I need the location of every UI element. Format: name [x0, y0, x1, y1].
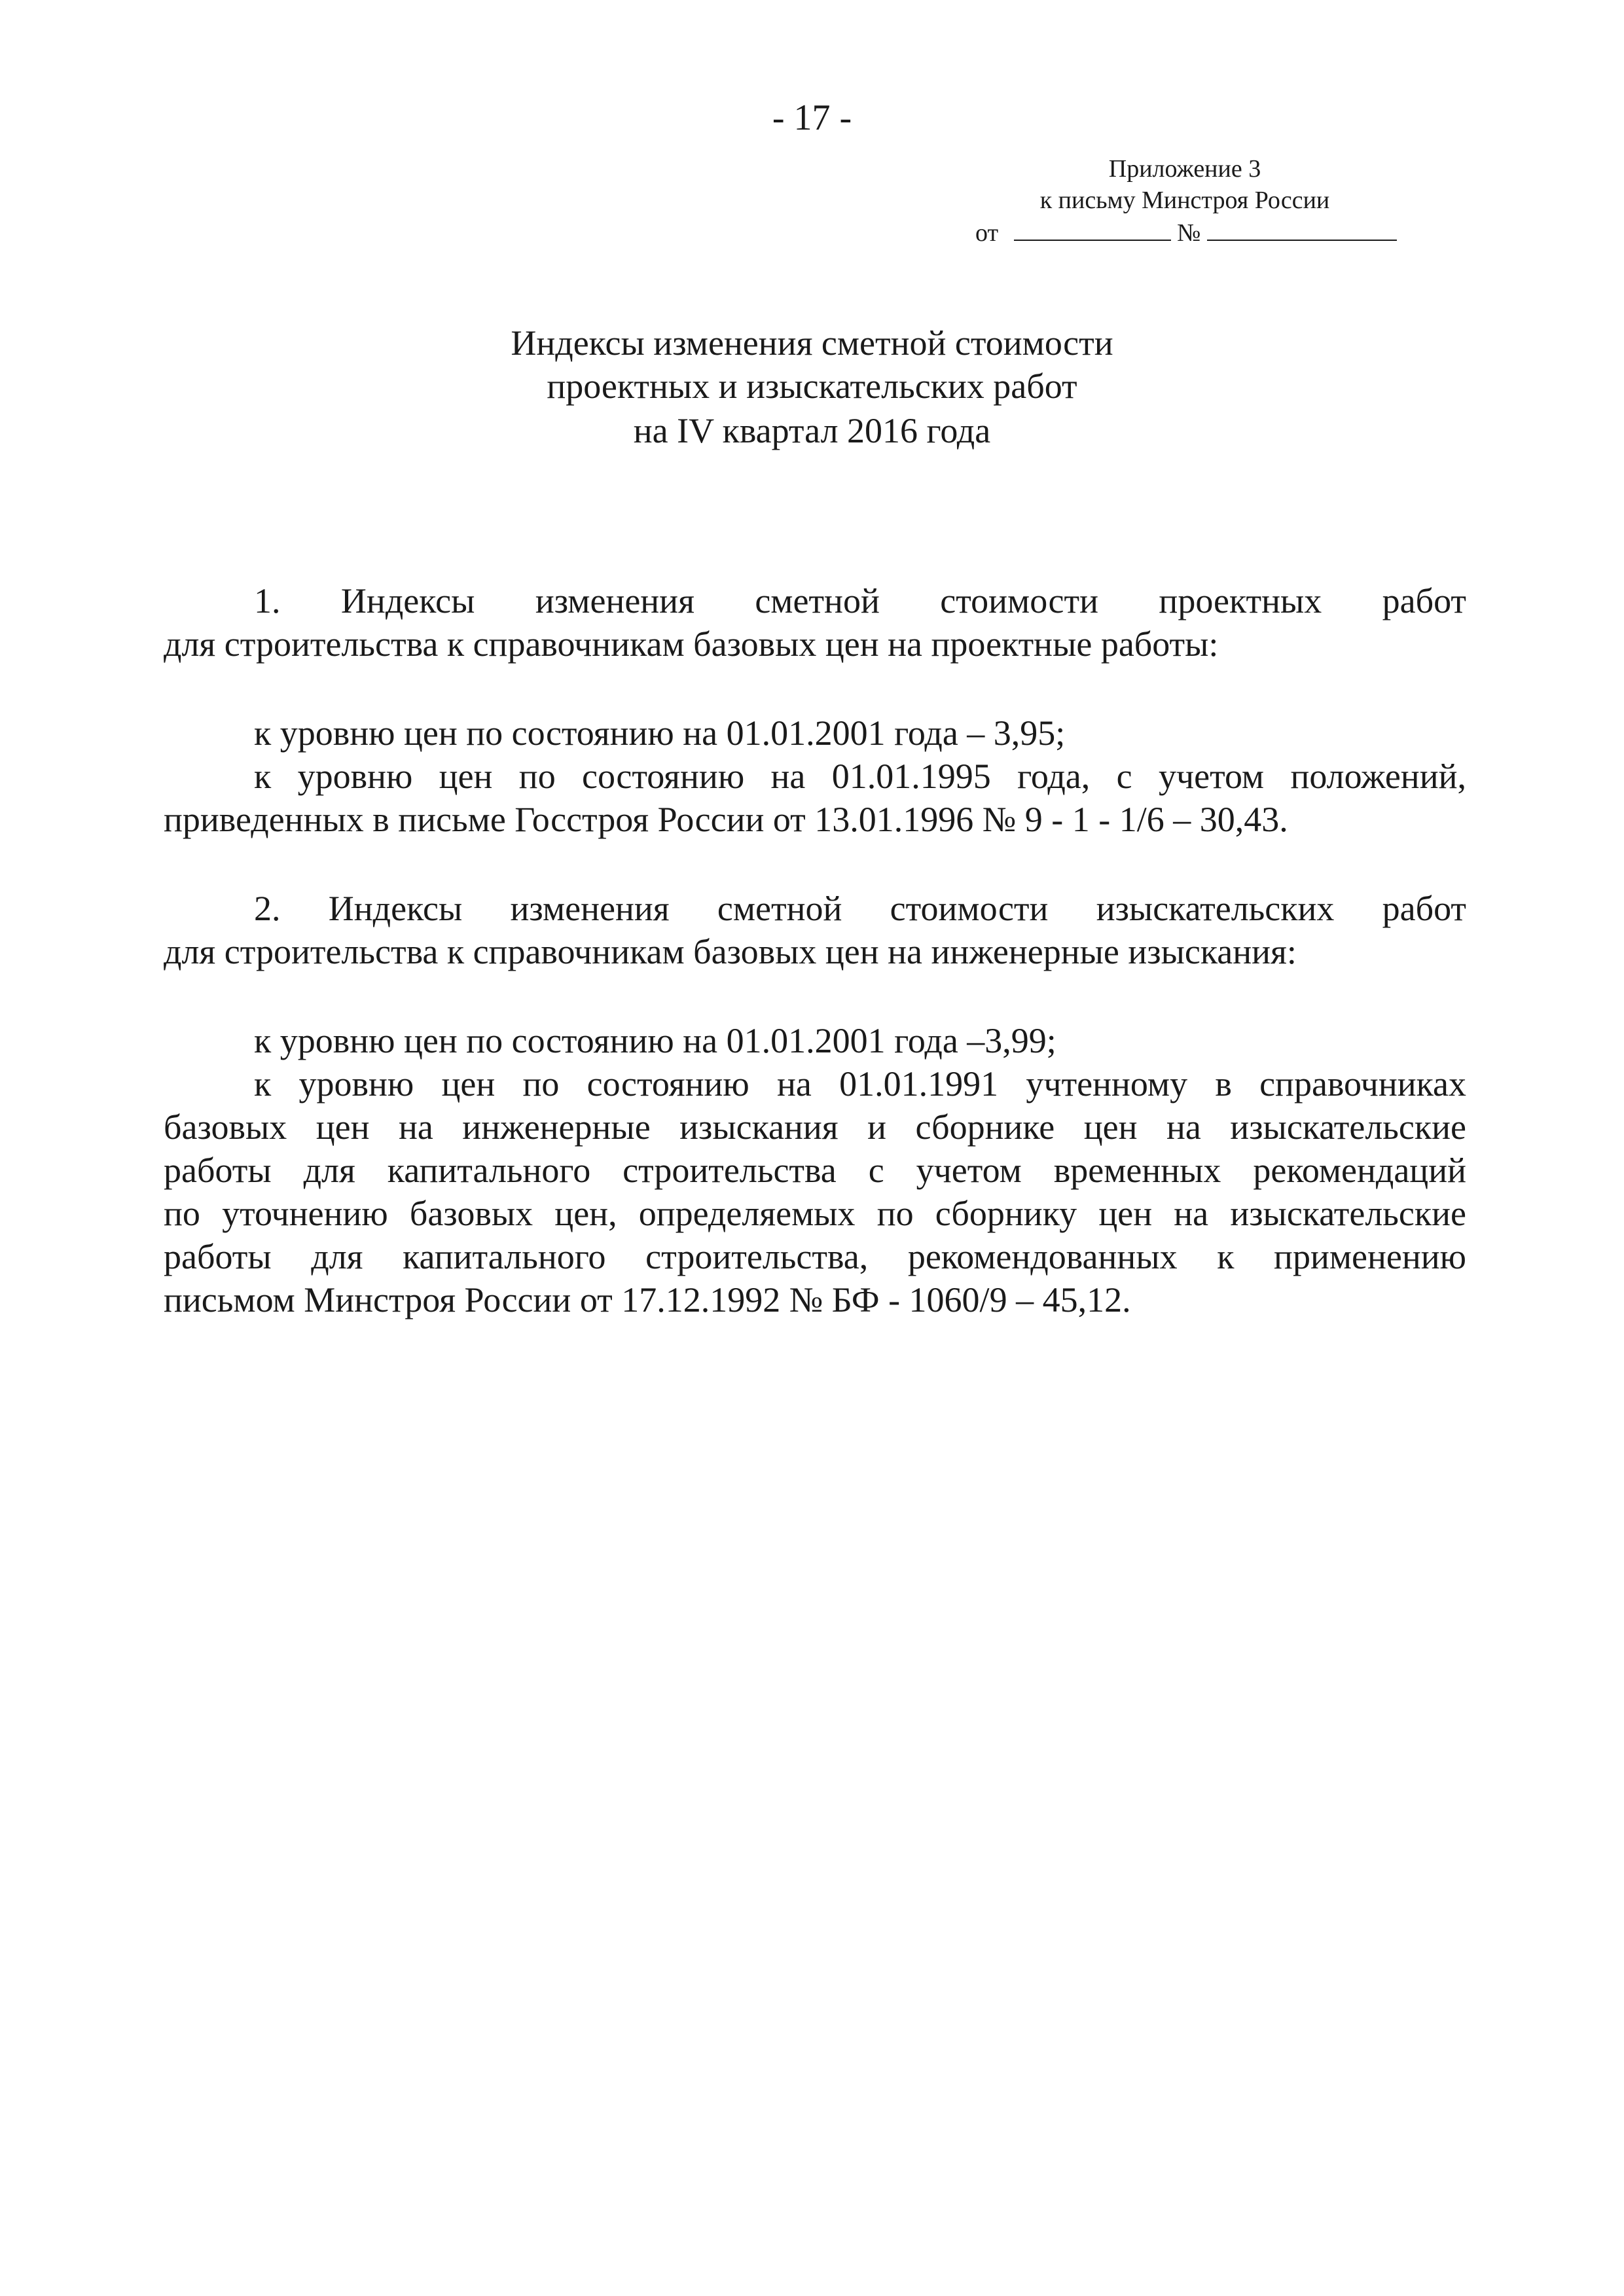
section-2-item-2-line-3: работы для капитального строительства с учетом временных рекомендаций — [164, 1151, 1466, 1190]
section-1-item-2-line-1: к уровню цен по состоянию на 01.01.1995 года, с учетом положений, — [254, 757, 1466, 796]
date-blank — [1014, 217, 1171, 241]
number-sign: № — [1177, 219, 1201, 247]
section-2-item-2-line-5: работы для капитального строительства, рекомендованных к применению — [164, 1237, 1466, 1276]
appendix-label: Приложение 3 — [1108, 155, 1261, 183]
appendix-block — [956, 153, 1414, 219]
section-2-item-1: к уровню цен по состоянию на 01.01.2001 года –3,99; — [254, 1021, 1056, 1060]
number-blank — [1207, 217, 1397, 241]
section-2-item-2-line-1: к уровню цен по состоянию на 01.01.1991 учтенному в справочниках — [254, 1064, 1466, 1103]
date-prefix: от — [975, 219, 999, 247]
section-1-item-2-line-2: приведенных в письме Госстроя России от 13.01.1996 № 9 - 1 - 1/6 – 30,43. — [164, 800, 1288, 839]
title-line-2: проектных и изыскательских работ — [547, 367, 1077, 406]
page-number: - 17 - — [772, 98, 852, 138]
title-line-1: Индексы изменения сметной стоимости — [511, 323, 1113, 363]
section-2-heading-line-2: для строительства к справочникам базовых цен на инженерные изыскания: — [164, 932, 1297, 971]
section-1-item-1: к уровню цен по состоянию на 01.01.2001 года – 3,95; — [254, 713, 1066, 753]
section-1-heading-line-2: для строительства к справочникам базовых цен на проектные работы: — [164, 624, 1219, 664]
appendix-date-line — [975, 217, 1397, 250]
title-line-3: на IV квартал 2016 года — [633, 411, 991, 450]
appendix-reference: к письму Минстроя России — [1039, 187, 1330, 214]
section-2-item-2-line-6: письмом Минстроя России от 17.12.1992 № БФ - 1060/9 – 45,12. — [164, 1280, 1131, 1319]
section-2-item-2-line-4: по уточнению базовых цен, определяемых по сборнику цен на изыскательские — [164, 1194, 1466, 1233]
section-2-heading-line-1: 2. Индексы изменения сметной стоимости изыскательских работ — [254, 889, 1466, 928]
section-1-heading-line-1: 1. Индексы изменения сметной стоимости проектных работ — [254, 581, 1466, 620]
section-2-item-2-line-2: базовых цен на инженерные изыскания и сборнике цен на изыскательские — [164, 1107, 1466, 1147]
